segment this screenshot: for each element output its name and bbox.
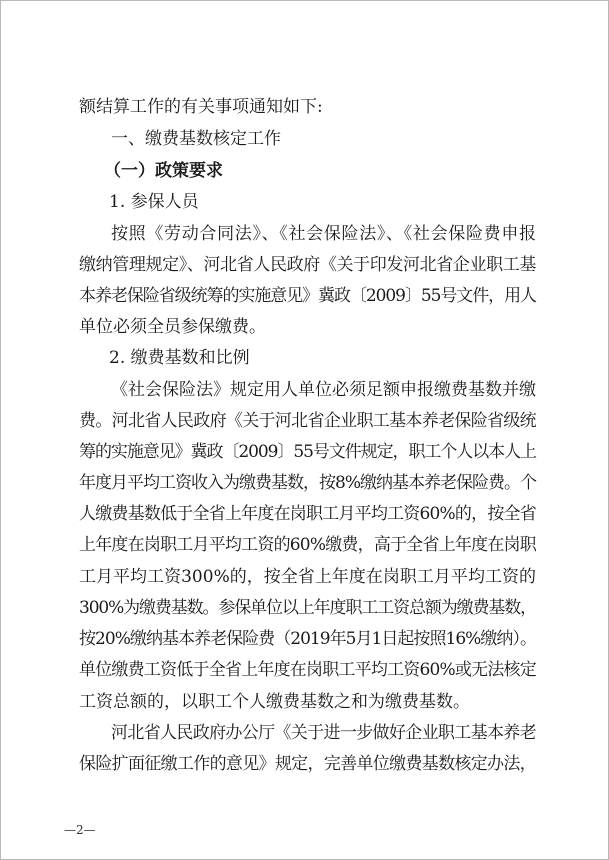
paragraph-line: 《社会保险法》规定用人单位必须足额申报缴费基数并缴 bbox=[111, 380, 536, 400]
paragraph-line: 河北省人民政府办公厅《关于进一步做好企业职工基本养老 bbox=[111, 723, 536, 743]
paragraph-line: 人缴费基数低于全省上年度在岗职工月平均工资60%的，按全省 bbox=[79, 504, 536, 524]
paragraph-line-text: 按照《劳动合同法》、《社会保险法》、《社会保险费申报 bbox=[111, 224, 537, 244]
paragraph-line: 工资总额的，以职工个人缴费基数之和为缴费基数。 bbox=[79, 692, 470, 712]
paragraph-line: 单位必须全员参保缴费。 bbox=[79, 317, 266, 337]
paragraph-line: 缴纳管理规定》、河北省人民政府《关于印发河北省企业职工基 bbox=[79, 255, 536, 275]
paragraph-line: 筹的实施意见》冀政〔2009〕55号文件规定，职工个人以本人上 bbox=[79, 442, 536, 462]
subsection-heading: （一）政策要求 bbox=[104, 161, 223, 181]
page-number: —2— bbox=[64, 823, 96, 837]
paragraph-line: 费。河北省人民政府《关于河北省企业职工基本养老保险省级统 bbox=[79, 411, 536, 431]
paragraph-line: 保险扩面征缴工作的意见》规定，完善单位缴费基数核定办法， bbox=[79, 754, 536, 774]
item-heading: 2. 缴费基数和比例 bbox=[109, 348, 250, 368]
paragraph-line: 上年度在岗职工月平均工资的60%缴费，高于全省上年度在岗职 bbox=[79, 535, 536, 555]
item-heading: 1. 参保人员 bbox=[109, 192, 199, 212]
paragraph-line: 300%为缴费基数。参保单位以上年度职工工资总额为缴费基数， bbox=[79, 598, 536, 618]
text-line: 额结算工作的有关事项通知如下: bbox=[79, 97, 323, 117]
paragraph-line: 本养老保险省级统筹的实施意见》冀政〔2009〕55号文件，用人 bbox=[79, 286, 536, 306]
paragraph-line: 按20%缴纳基本养老保险费（2019年5月1日起按照16%缴纳）。 bbox=[79, 629, 536, 649]
paragraph-line bbox=[111, 217, 536, 251]
paragraph-line: 年度月平均工资收入为缴费基数，按8%缴纳基本养老保险费。个 bbox=[79, 473, 536, 493]
section-heading: 一、缴费基数核定工作 bbox=[111, 129, 281, 149]
paragraph-line: 单位缴费工资低于全省上年度在岗职工平均工资60%或无法核定 bbox=[79, 660, 536, 680]
paragraph-line: 工月平均工资300%的，按全省上年度在岗职工月平均工资的 bbox=[79, 567, 537, 587]
